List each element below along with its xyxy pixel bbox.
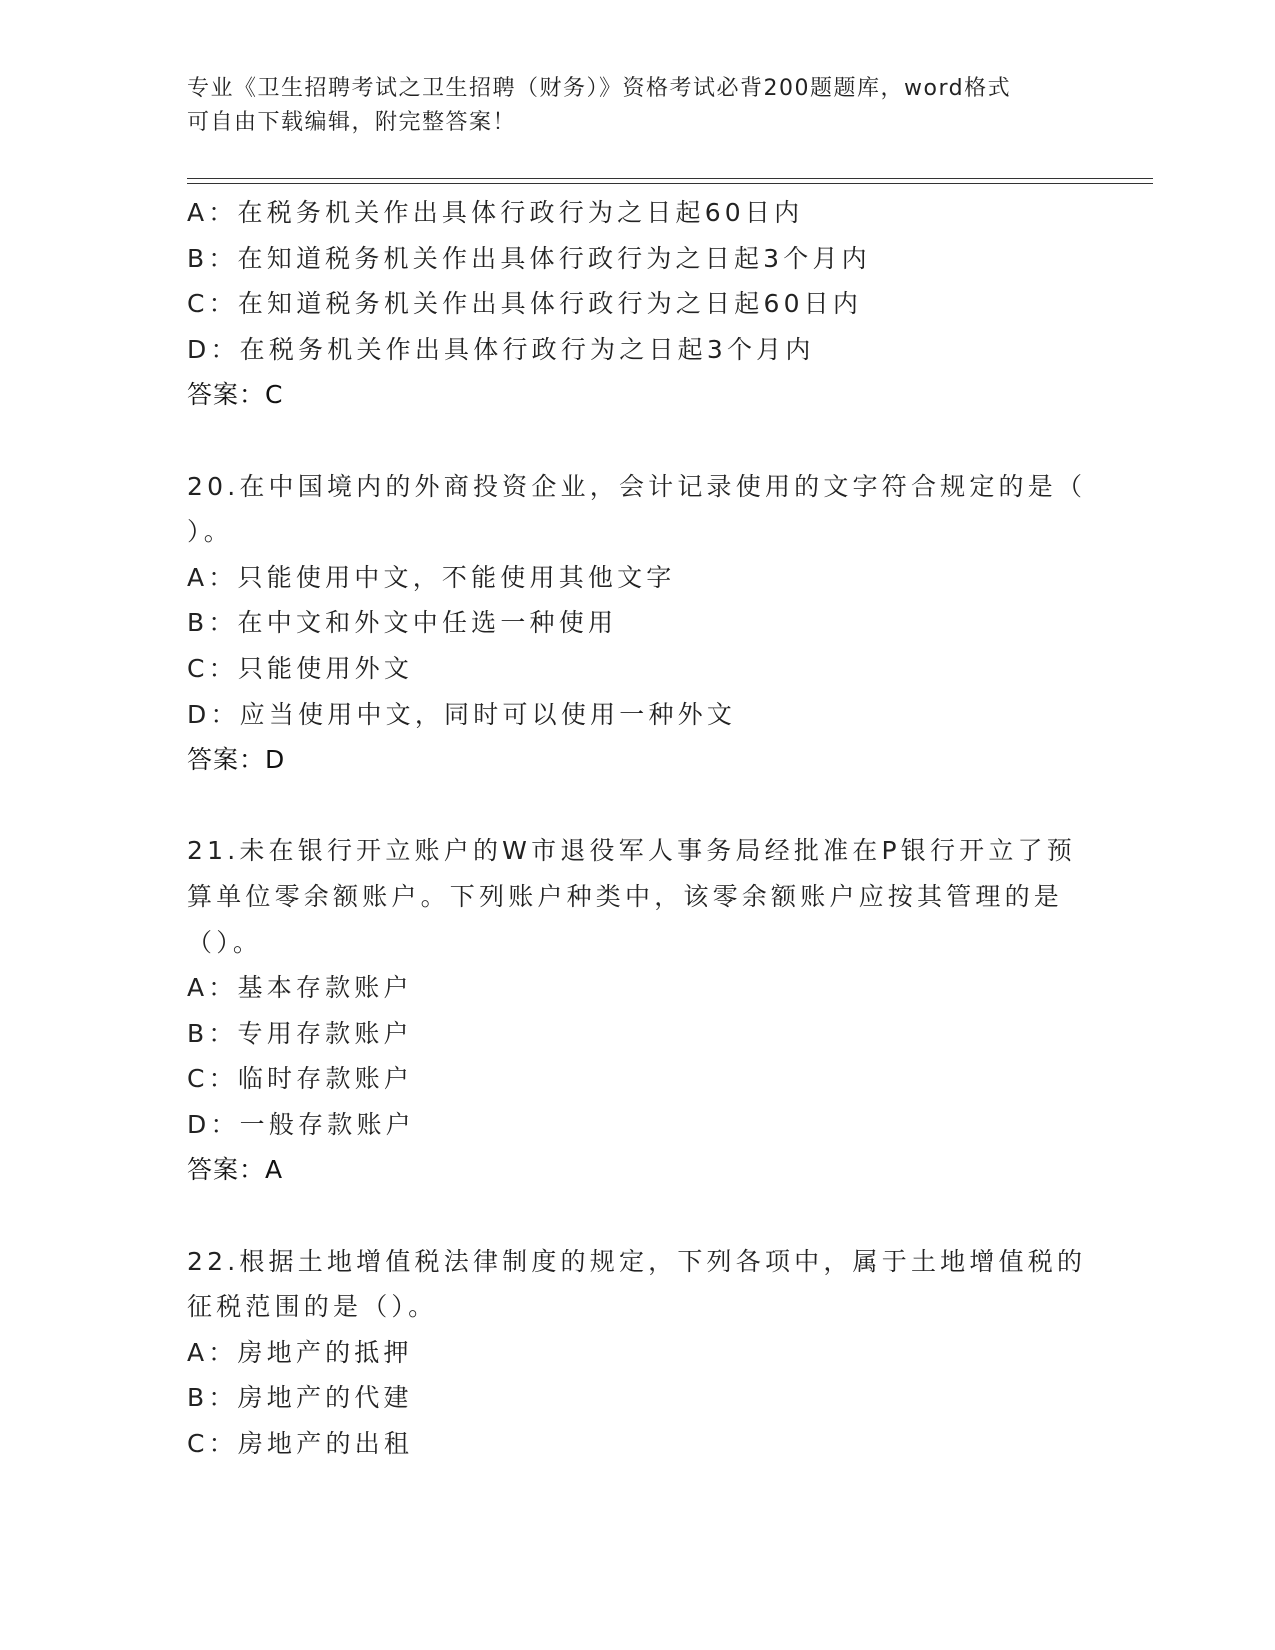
header-divider-bottom xyxy=(187,183,1153,184)
header-title-line-1: 专业《卫生招聘考试之卫生招聘（财务）》资格考试必背200题题库，word格式 xyxy=(187,76,1012,101)
answer-line: 答案：A xyxy=(187,1155,284,1185)
option-c: C：只能使用外文 xyxy=(187,653,414,683)
header-title-line-2: 可自由下载编辑，附完整答案！ xyxy=(187,110,517,135)
option-d: D：一般存款账户 xyxy=(187,1109,415,1139)
question-text-line: 21.未在银行开立账户的W市退役军人事务局经批准在P银行开立了预 xyxy=(187,836,1076,866)
option-c: C：临时存款账户 xyxy=(187,1064,414,1094)
option-b: B：在中文和外文中任选一种使用 xyxy=(187,608,618,638)
option-a: A：只能使用中文，不能使用其他文字 xyxy=(187,562,676,592)
answer-line: 答案：D xyxy=(187,745,286,775)
option-d: D：在税务机关作出具体行政行为之日起3个月内 xyxy=(187,334,815,364)
option-b: B：专用存款账户 xyxy=(187,1018,413,1048)
question-20 xyxy=(187,464,1087,783)
question-text-line: （）。 xyxy=(187,927,263,957)
option-c: C：在知道税务机关作出具体行政行为之日起60日内 xyxy=(187,289,863,319)
prev-question-block xyxy=(187,190,1087,418)
option-c: C：房地产的出租 xyxy=(187,1429,414,1459)
question-text-line: 算单位零余额账户。下列账户种类中，该零余额账户应按其管理的是 xyxy=(187,881,1064,911)
option-b: B：在知道税务机关作出具体行政行为之日起3个月内 xyxy=(187,243,871,273)
question-text-line: 征税范围的是（）。 xyxy=(187,1292,438,1322)
document-header xyxy=(187,72,1067,140)
question-text-line: 20.在中国境内的外商投资企业，会计记录使用的文字符合规定的是（ xyxy=(187,471,1087,501)
option-a: A：在税务机关作出具体行政行为之日起60日内 xyxy=(187,198,804,227)
option-a: A：房地产的抵押 xyxy=(187,1337,413,1367)
option-d: D：应当使用中文，同时可以使用一种外文 xyxy=(187,699,737,729)
question-21 xyxy=(187,828,1087,1193)
option-a: A：基本存款账户 xyxy=(187,973,413,1003)
question-text-line: ）。 xyxy=(187,517,233,547)
question-text-line: 22.根据土地增值税法律制度的规定，下列各项中，属于土地增值税的 xyxy=(187,1246,1087,1276)
question-22 xyxy=(187,1239,1087,1467)
answer-line: 答案：C xyxy=(187,380,284,410)
header-divider-top xyxy=(187,178,1153,179)
question-content xyxy=(187,190,1087,1467)
option-b: B：房地产的代建 xyxy=(187,1383,413,1413)
